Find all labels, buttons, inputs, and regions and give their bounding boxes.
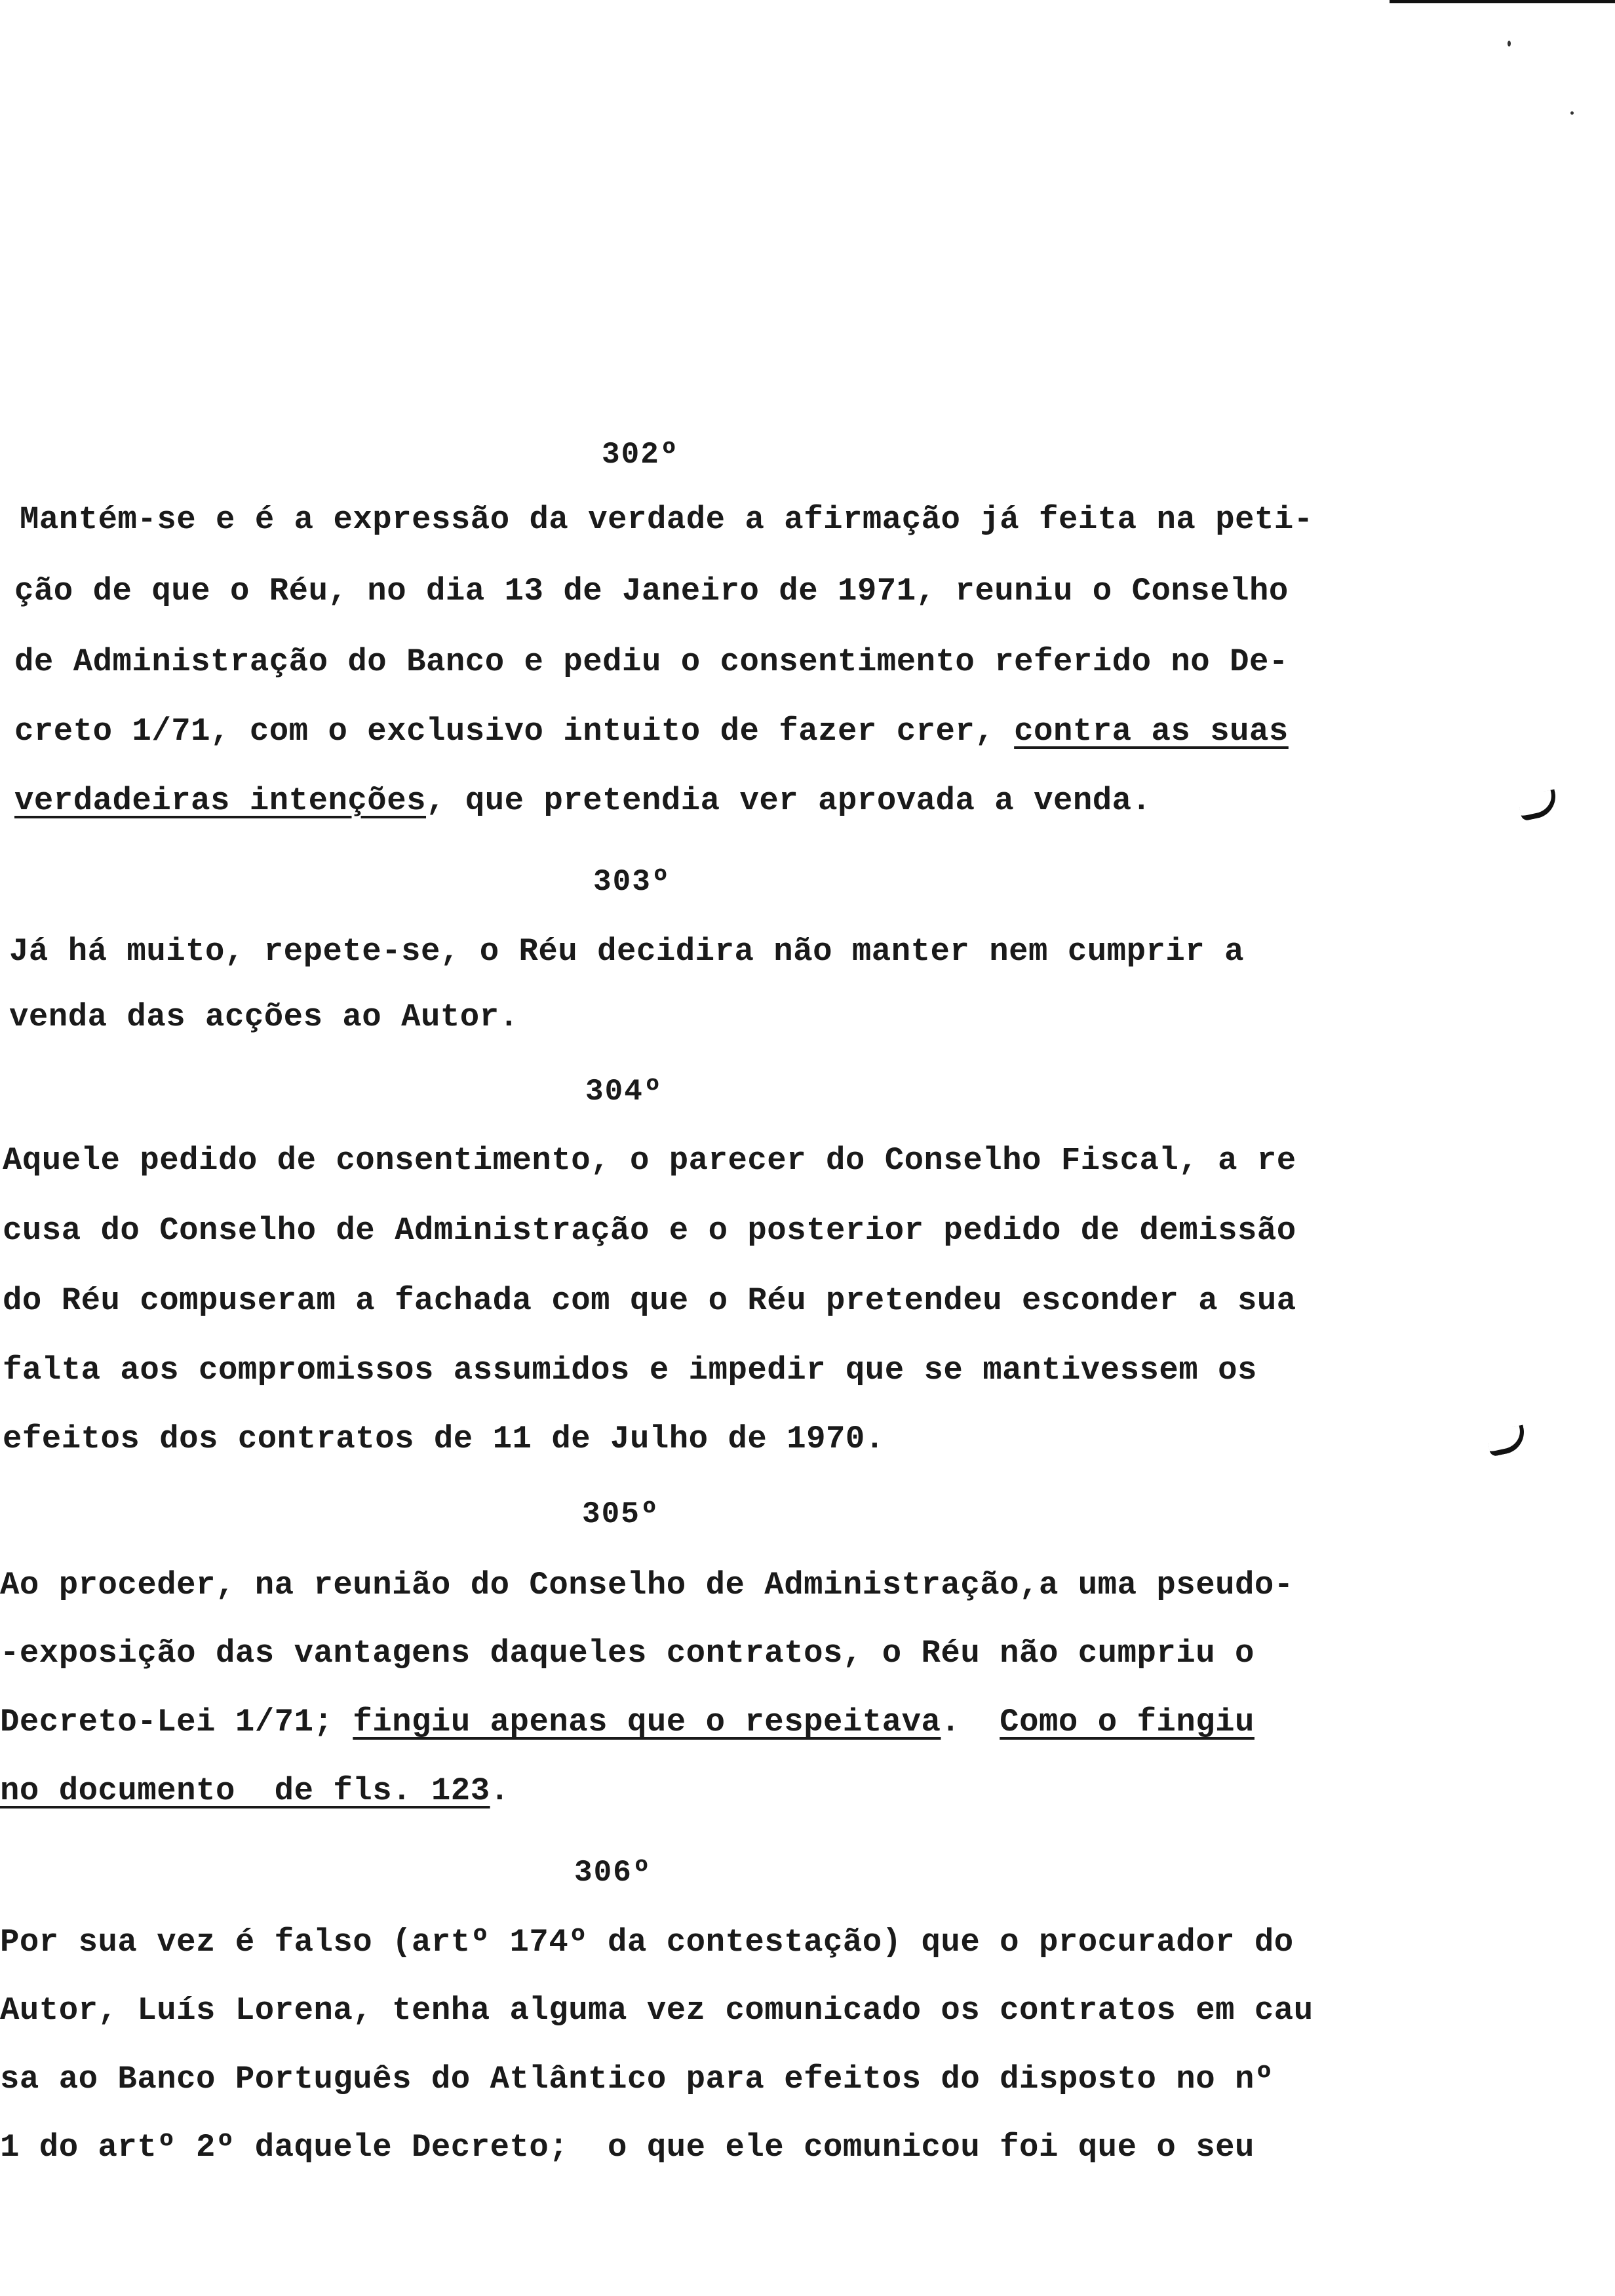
handwritten-check-mark [1517,789,1560,821]
article-number: 306º [574,1856,652,1890]
paragraph-line [3,1421,885,1457]
paragraph-line [14,573,1289,609]
paragraph-line [20,501,1313,538]
paragraph-line [0,1704,1255,1740]
paragraph-line [0,1992,1313,2029]
text-segment: Autor, Luís Lorena, tenha alguma vez comunicado os contratos em cau [0,1992,1313,2029]
underlined-text: verdadeiras intenções [14,782,427,819]
paragraph-line [14,643,1289,680]
paragraph-line [0,2129,1255,2166]
paragraph-line [3,1142,1296,1179]
paragraph-line [3,1352,1257,1388]
text-segment: Por sua vez é falso (artº 174º da contestação) que o procurador do [0,1924,1294,1961]
paragraph-line [0,1567,1294,1603]
paragraph-line [0,2061,1274,2097]
article-number: 303º [593,865,671,899]
scan-speck [1508,41,1511,47]
article-number: 304º [585,1075,663,1109]
text-segment: Mantém-se e é a expressão da verdade a afirmação já feita na peti- [20,501,1313,538]
text-segment: do Réu compuseram a fachada com que o Réu pretendeu esconder a sua [3,1282,1296,1319]
text-segment: 1 do artº 2º daquele Decreto; o que ele comunicou foi que o seu [0,2129,1255,2166]
text-segment: ção de que o Réu, no dia 13 de Janeiro de 1971, reuniu o Conselho [14,573,1289,609]
underlined-text: no documento de fls. 123 [0,1772,490,1809]
paragraph-line [3,1212,1296,1249]
paragraph-line [9,999,519,1035]
handwritten-check-mark [1486,1425,1528,1457]
paragraph-line [14,782,1152,819]
text-segment: . [941,1704,1000,1740]
text-segment: cusa do Conselho de Administração e o posterior pedido de demissão [3,1212,1296,1249]
text-segment: Já há muito, repete-se, o Réu decidira não manter nem cumprir a [9,933,1245,970]
text-segment: , que pretendia ver aprovada a venda. [426,782,1152,819]
text-segment: Decreto-Lei 1/71; [0,1704,353,1740]
paragraph-line [3,1282,1296,1319]
text-segment: -exposição das vantagens daqueles contratos, o Réu não cumpriu o [0,1635,1255,1672]
text-segment: efeitos dos contratos de 11 de Julho de 1970. [3,1421,885,1457]
paragraph-line [9,933,1244,970]
scan-speck [1570,111,1574,115]
text-segment: de Administração do Banco e pediu o consentimento referido no De- [14,643,1289,680]
underlined-text: Como o fingiu [1000,1704,1255,1740]
article-number: 302º [602,438,680,472]
paragraph-line [14,713,1289,750]
text-segment: Ao proceder, na reunião do Conselho de Administração,a uma pseudo- [0,1567,1294,1603]
text-segment: Aquele pedido de consentimento, o parecer do Conselho Fiscal, a re [3,1142,1296,1179]
paragraph-line [0,1635,1255,1672]
underlined-text: fingiu apenas que o respeitava [353,1704,941,1740]
text-segment: venda das acções ao Autor. [9,999,519,1035]
article-number: 305º [582,1497,660,1531]
underlined-text: contra as suas [1014,713,1289,750]
scan-edge-line [1390,0,1615,3]
paragraph-line [0,1924,1294,1961]
paragraph-line [0,1772,510,1809]
text-segment: . [490,1772,510,1809]
text-segment: sa ao Banco Português do Atlântico para efeitos do disposto no nº [0,2061,1274,2097]
text-segment: falta aos compromissos assumidos e impedir que se mantivessem os [3,1352,1257,1388]
text-segment: creto 1/71, com o exclusivo intuito de fazer crer, [14,713,1015,750]
